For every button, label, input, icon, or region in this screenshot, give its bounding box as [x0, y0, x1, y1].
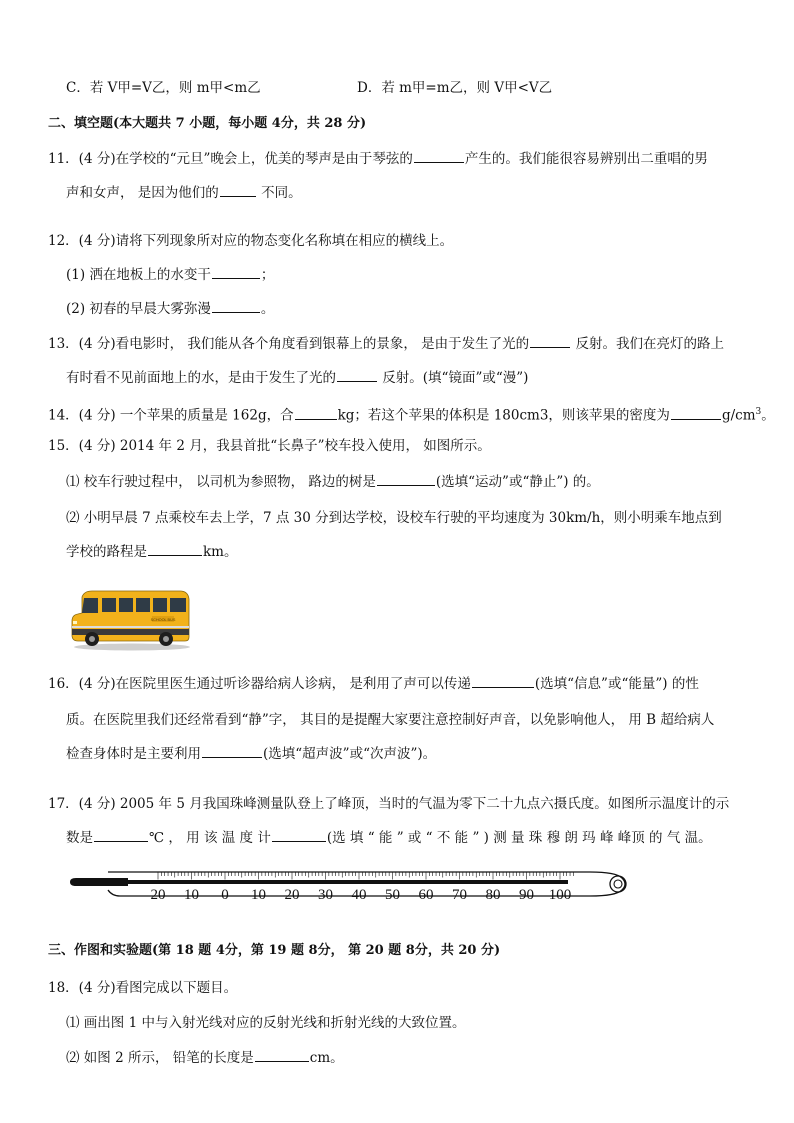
q11-text-c: 声和女声， 是因为他们的	[66, 185, 219, 201]
q14-line	[48, 403, 775, 425]
q11-line2	[66, 184, 302, 202]
q11-text-b: 产生的。我们能很容易辨别出二重唱的男	[464, 151, 708, 167]
option-c: C．若 V甲=V乙，则 m甲<m乙	[66, 80, 261, 96]
answer-blank[interactable]	[414, 150, 464, 163]
q11-line1	[48, 150, 708, 168]
q18-part1: ⑴ 画出图 1 中与入射光线对应的反射光线和折射光线的大致位置。	[66, 1015, 466, 1031]
q13-text-c: 有时看不见前面地上的水，是由于发生了光的	[66, 370, 336, 386]
answer-blank[interactable]	[337, 369, 377, 382]
thermometer-label: 100	[548, 887, 572, 903]
q15-part2: ⑵ 小明早晨 7 点乘校车去上学，7 点 30 分到达学校，设校车行驶的平均速度为 30km/h，则小明乘车地点到	[66, 510, 722, 526]
thermometer-image	[68, 866, 634, 906]
thermometer-label: 0	[221, 887, 229, 903]
q18-p2-text-a: ⑵ 如图 2 所示， 铅笔的长度是	[66, 1050, 254, 1066]
q17-line1: 17．(4 分) 2005 年 5 月我国珠峰测量队登上了峰顶，当时的气温为零下二十九点六摄氏度。如图所示温度计的示	[48, 796, 730, 812]
thermometer-label: 10	[251, 887, 266, 903]
q11-text-a: 11．(4 分)在学校的“元旦”晚会上，优美的琴声是由于琴弦的	[48, 151, 413, 167]
answer-blank[interactable]	[202, 745, 262, 758]
q13-line2	[66, 369, 528, 387]
option-d: D．若 m甲=m乙，则 V甲<V乙	[357, 80, 553, 96]
q12-p2-end: 。	[260, 301, 275, 317]
thermometer-label: 30	[318, 887, 333, 903]
q18-p2-text-b: cm。	[309, 1050, 344, 1066]
q14-unit-exponent: 3	[755, 407, 762, 417]
q12-stem: 12．(4 分)请将下列现象所对应的物态变化名称填在相应的横线上。	[48, 233, 454, 249]
q16-text-a: 16．(4 分)在医院里医生通过听诊器给病人诊病， 是利用了声可以传递	[48, 676, 471, 692]
q12-p1-end: ；	[260, 267, 275, 283]
thermometer-label: 90	[519, 887, 534, 903]
q14-text-d: 。	[761, 407, 775, 424]
answer-blank[interactable]	[220, 184, 256, 197]
thermometer-label: 10	[184, 887, 199, 903]
thermometer-label: 20	[150, 887, 166, 903]
q15-p1-text-b: (选填“运动”或“静止”) 的。	[435, 474, 600, 490]
answer-blank[interactable]	[272, 829, 326, 842]
thermometer-label: 40	[351, 887, 367, 903]
q16-text-d: 检查身体时是主要利用	[66, 746, 201, 762]
thermometer-scale-ticks	[158, 873, 573, 880]
q14-text-a: 14．(4 分) 一个苹果的质量是 162g，合	[48, 407, 294, 424]
q16-line2: 质。在医院里我们还经常看到“静”字， 其目的是提醒大家要注意控制好声音，以免影响他人， 用 B 超给病人	[66, 712, 715, 728]
answer-blank[interactable]	[148, 543, 202, 556]
q12-part2	[66, 300, 274, 318]
q16-text-e: (选填“超声波”或“次声波”)。	[263, 746, 437, 762]
q17-text-d: (选 填 “ 能 ” 或 “ 不 能 ” ) 测 量 珠 穆 朗 玛 峰 峰顶 的 气 温。	[326, 830, 712, 846]
q18-part2	[66, 1049, 344, 1067]
q16-text-b: (选填“信息”或“能量”) 的性	[534, 676, 699, 692]
thermometer-label: 20	[284, 887, 300, 903]
thermometer-label: 70	[452, 887, 467, 903]
bus-sign-text: SCHOOL BUS	[150, 618, 176, 622]
q16-line3	[66, 745, 436, 763]
thermometer-label: 80	[485, 887, 501, 903]
answer-blank[interactable]	[255, 1049, 309, 1062]
answer-blank[interactable]	[472, 675, 534, 688]
section-3-title: 三、作图和实验题(第 18 题 4分，第 19 题 8分， 第 20 题 8分，共 20 分)	[48, 943, 501, 958]
q14-unit: g/cm	[721, 407, 756, 424]
q15-p3-text-a: 学校的路程是	[66, 544, 147, 560]
answer-blank[interactable]	[94, 829, 148, 842]
q17-text-c: ℃ ， 用 该 温 度 计	[149, 830, 271, 846]
school-bus-image	[68, 585, 192, 651]
q15-p3-text-b: km。	[203, 544, 238, 560]
answer-blank[interactable]	[671, 407, 721, 420]
answer-blank[interactable]	[212, 266, 260, 279]
q13-line1	[48, 335, 724, 353]
q12-part1	[66, 266, 274, 284]
q18-stem: 18．(4 分)看图完成以下题目。	[48, 980, 238, 996]
q11-text-d: 不同。	[256, 185, 302, 201]
q13-text-a: 13．(4 分)看电影时， 我们能从各个角度看到银幕上的景象， 是由于发生了光的	[48, 336, 530, 352]
thermometer-scale-labels	[151, 887, 572, 903]
q15-part1	[66, 473, 600, 491]
q15-part2-cont	[66, 543, 237, 561]
q15-p1-text-a: ⑴ 校车行驶过程中， 以司机为参照物， 路边的树是	[66, 474, 376, 490]
section-2-title: 二、填空题(本大题共 7 小题，每小题 4分，共 28 分)	[48, 116, 367, 131]
q16-line1	[48, 675, 699, 693]
q15-stem: 15．(4 分) 2014 年 2 月，我县首批“长鼻子”校车投入使用， 如图所示。	[48, 438, 491, 454]
q12-p2-text: (2) 初春的早晨大雾弥漫	[66, 301, 211, 317]
answer-blank[interactable]	[212, 300, 260, 313]
answer-blank[interactable]	[377, 473, 435, 486]
q17-text-b: 数是	[66, 830, 93, 846]
answer-blank[interactable]	[295, 407, 337, 420]
q17-line2	[66, 829, 712, 847]
q13-text-b: 反射。我们在亮灯的路上	[571, 336, 724, 352]
thermometer-label: 50	[385, 887, 400, 903]
q14-text-b: kg；若这个苹果的体积是 180cm3，则该苹果的密度为	[337, 407, 670, 424]
answer-blank[interactable]	[530, 335, 570, 348]
q12-p1-text: (1) 洒在地板上的水变干	[66, 267, 211, 283]
thermometer-label: 60	[418, 887, 434, 903]
q13-text-d: 反射。(填“镜面”或“漫”)	[378, 370, 529, 386]
